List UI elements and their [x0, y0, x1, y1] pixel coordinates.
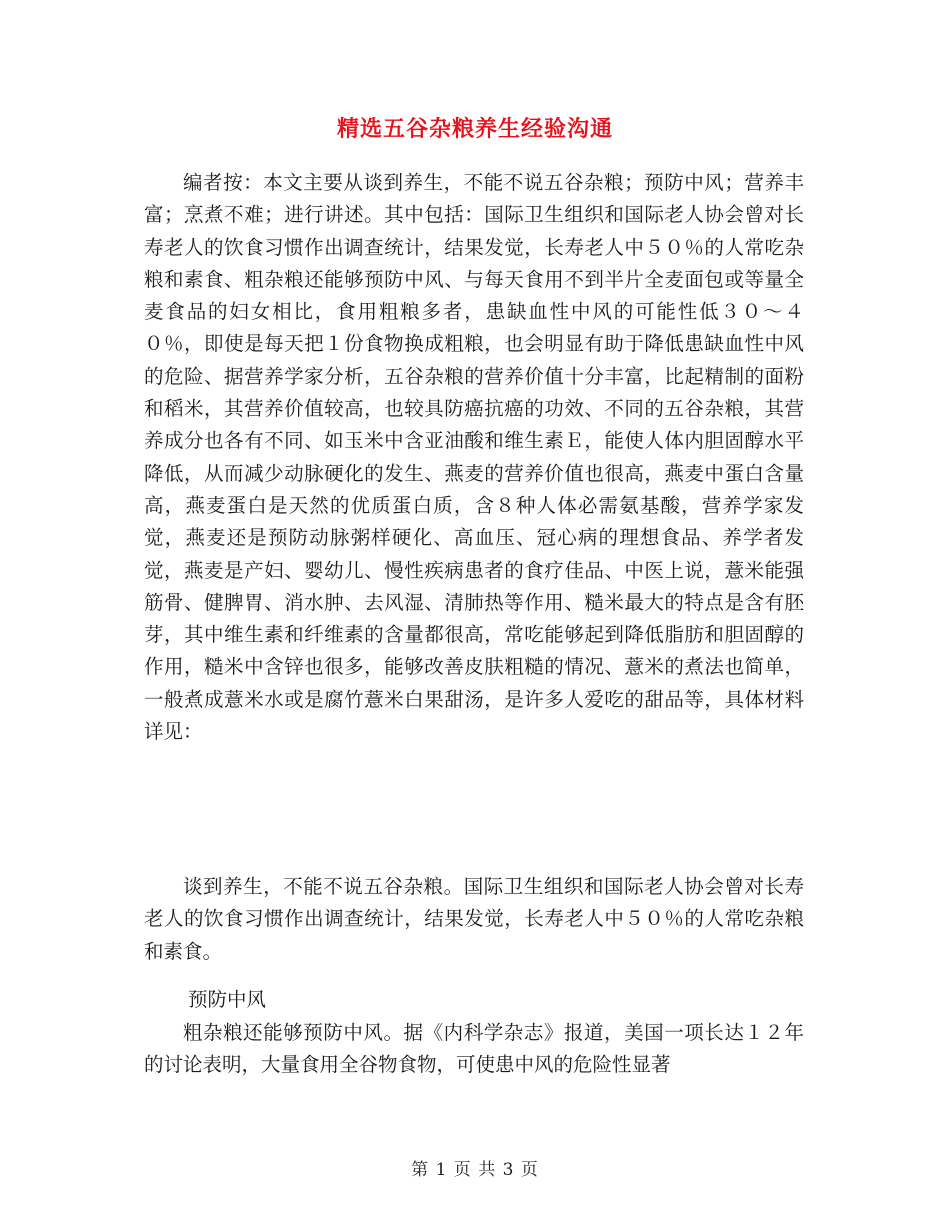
stroke-prevention-paragraph: 粗杂粮还能够预防中风。据《内科学杂志》报道，美国一项长达１２年的讨论表明，大量食用全谷物食物，可使患中风的危险性显著 — [144, 1021, 804, 1077]
document-title: 精选五谷杂粮养生经验沟通 — [336, 116, 613, 142]
intro-paragraph: 谈到养生，不能不说五谷杂粮。国际卫生组织和国际老人协会曾对长寿老人的饮食习惯作出调查统计，结果发觉，长寿老人中５０％的人常吃杂粮和素食。 — [144, 875, 804, 963]
page-footer: 第 1 页 共 3 页 — [411, 1160, 539, 1180]
editor-note-paragraph: 编者按：本文主要从谈到养生，不能不说五谷杂粮；预防中风；营养丰富；烹煮不难；进行讲述。其中包括：国际卫生组织和国际老人协会曾对长寿老人的饮食习惯作出调查统计，结果发觉，长寿老人中５０％的人常吃杂粮和素食、粗杂粮还能够预防中风、与每天食用不到半片全麦面包或等量全麦食品的妇女相比，食用粗粮多者，患缺血性中风的可能性低３０～４０％，即使是每天把１份食物换成粗粮，也会明显有助于降低患缺血性中风的危险、据营养学家分析，五谷杂粮的营养价值十分丰富，比起精制的面粉和稻米，其营养价值较高，也较具防癌抗癌的功效、不同的五谷杂粮，其营养成分也各有不同、如玉米中含亚油酸和维生素Ｅ，能使人体内胆固醇水平降低，从而减少动脉硬化的发生、燕麦的营养价值也很高，燕麦中蛋白含量高，燕麦蛋白是天然的优质蛋白质，含８种人体必需氨基酸，营养学家发觉，燕麦还是预防动脉粥样硬化、高血压、冠心病的理想食品、养学者发觉，燕麦是产妇、婴幼儿、慢性疾病患者的食疗佳品、中医上说，薏米能强筋骨、健脾胃、消水肿、去风湿、清肺热等作用、糙米最大的特点是含有胚芽，其中维生素和纤维素的含量都很高，常吃能够起到降低脂肪和胆固醇的作用，糙米中含锌也很多，能够改善皮肤粗糙的情况、薏米的煮法也简单，一般煮成薏米水或是腐竹薏米白果甜汤，是许多人爱吃的甜品等，具体材料详见： — [144, 171, 804, 744]
section-heading-stroke-prevention: 预防中风 — [188, 988, 267, 1011]
